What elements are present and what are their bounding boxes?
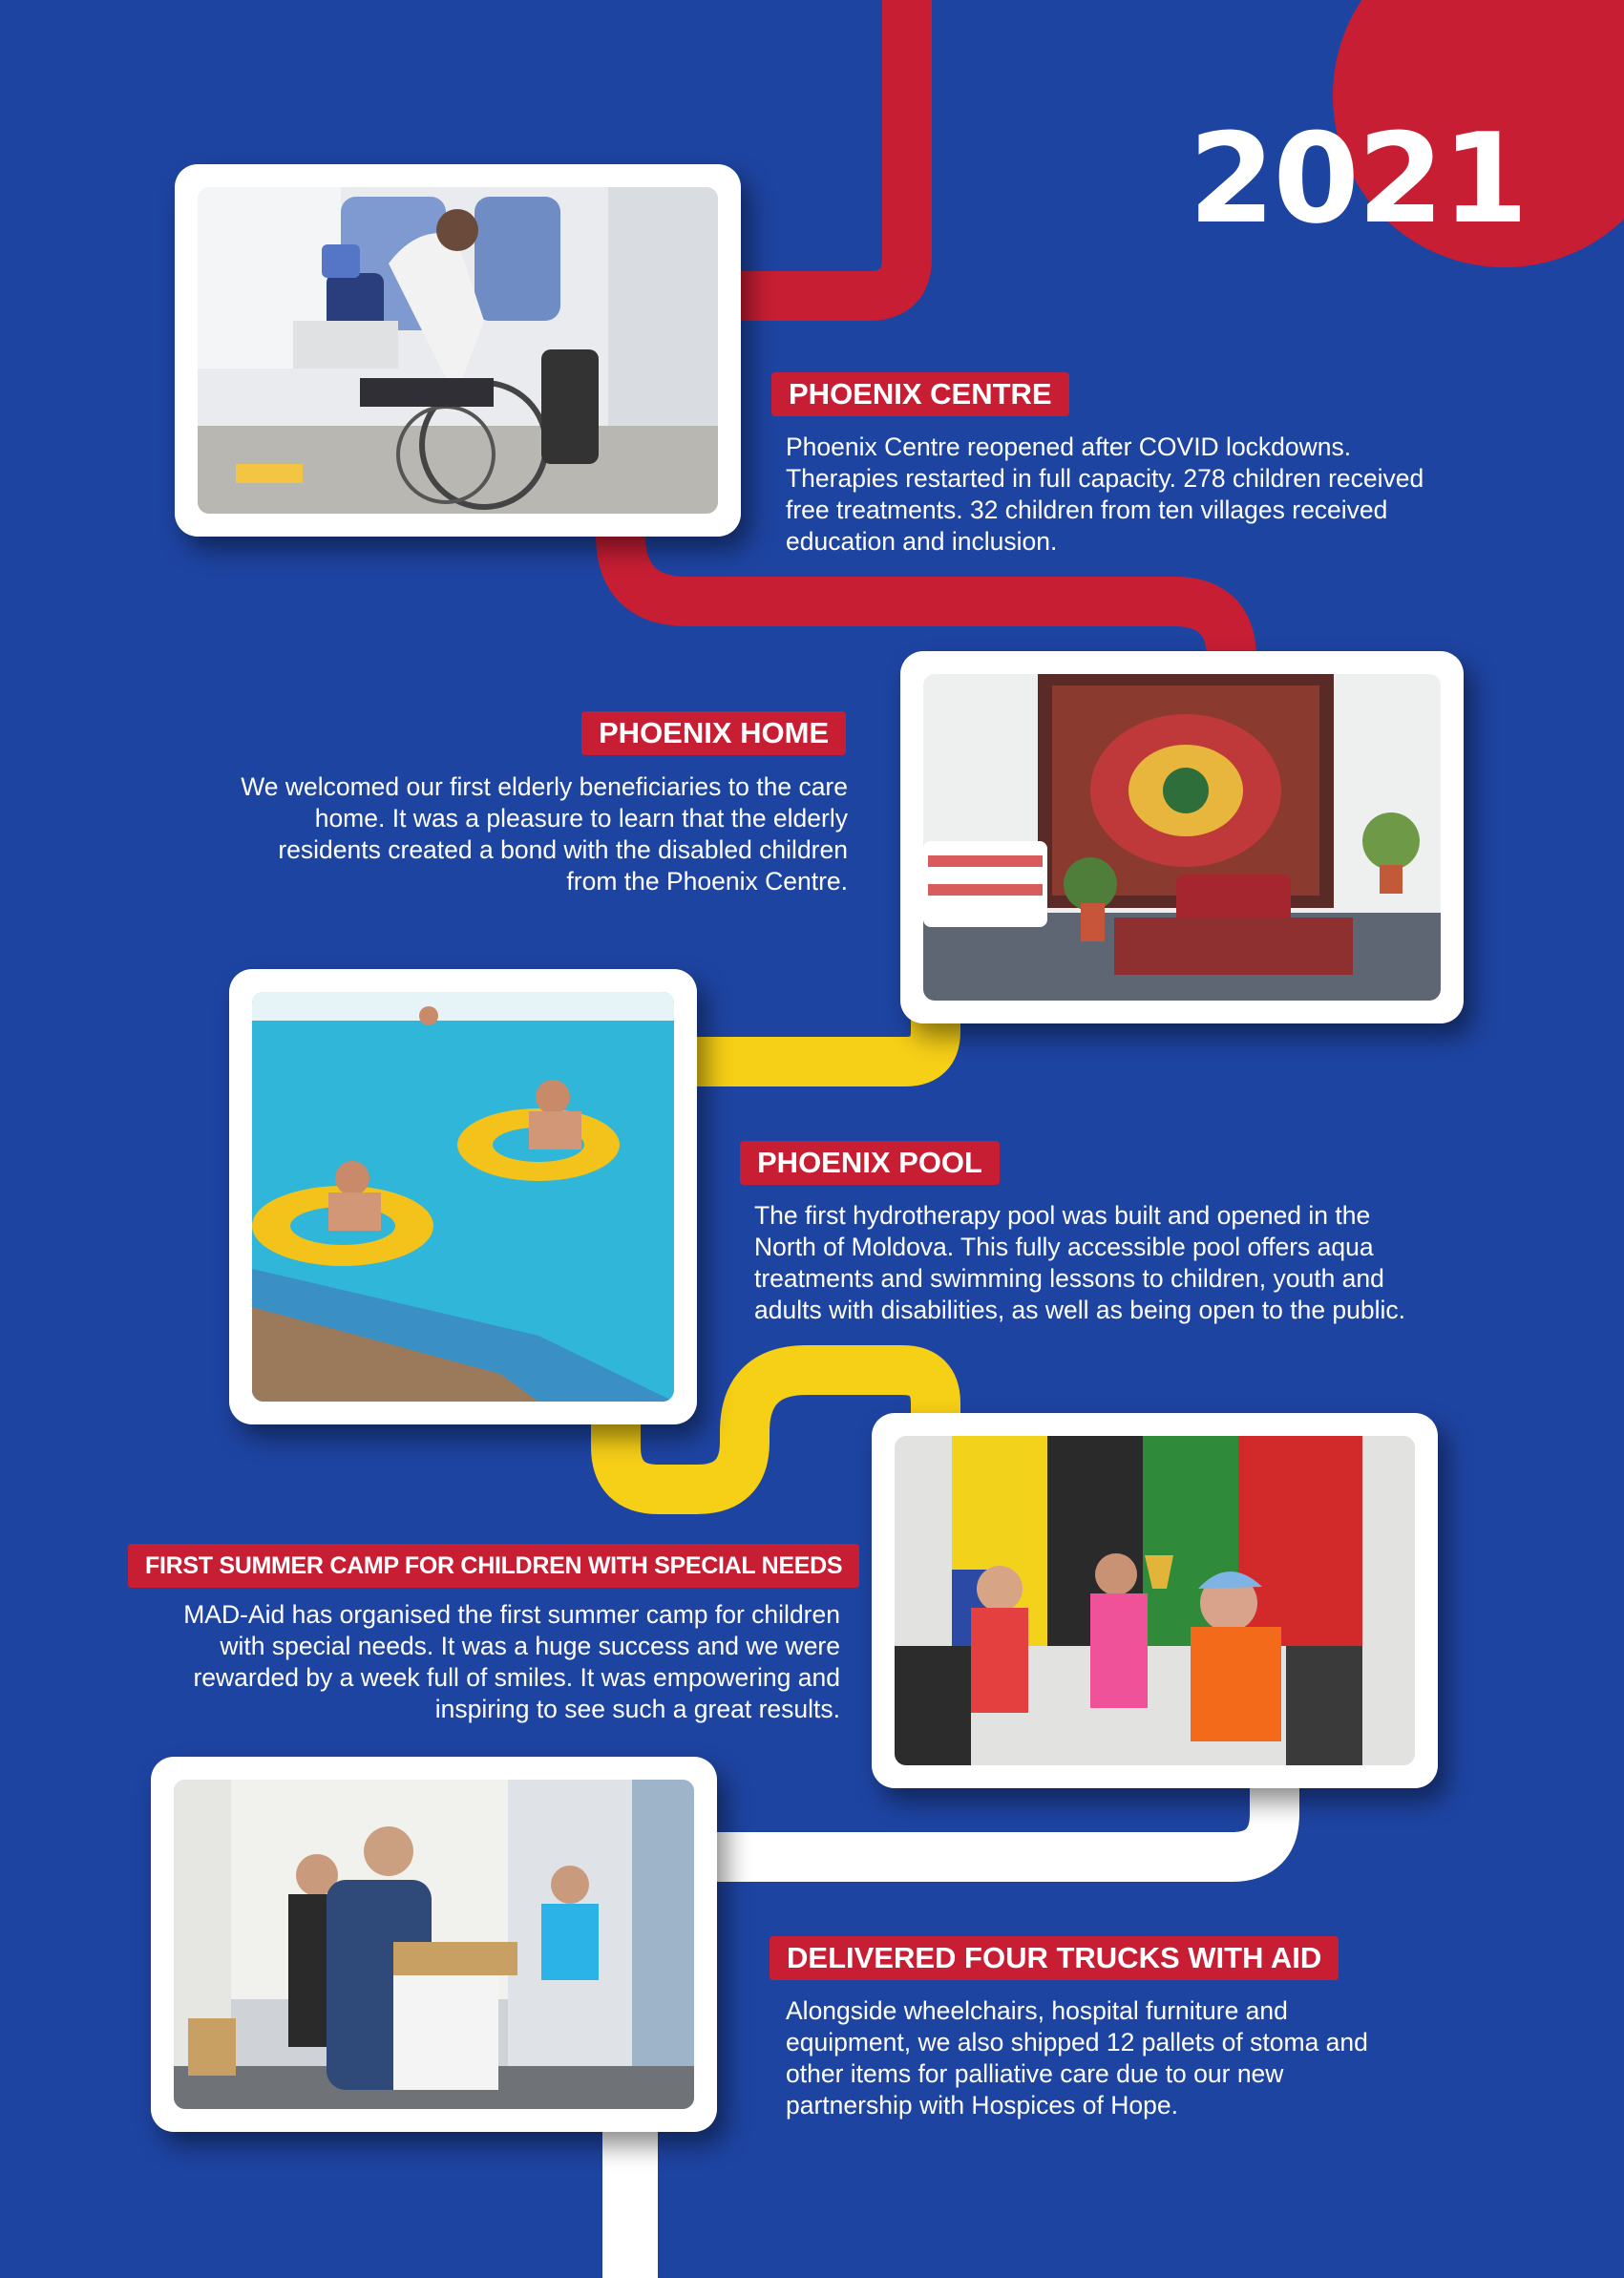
text-line: Therapies restarted in full capacity. 278 children received	[786, 464, 1424, 493]
text-line: treatments and swimming lessons to children, youth and	[754, 1264, 1384, 1293]
photo-truck-unloading	[174, 1780, 694, 2109]
text-line: Phoenix Centre reopened after COVID lockdowns.	[786, 432, 1352, 461]
text-line: free treatments. 32 children from ten villages received	[786, 496, 1388, 524]
text-line: MAD-Aid has organised the first summer camp for children	[183, 1600, 840, 1629]
text-line: adults with disabilities, as well as being open to the public.	[754, 1296, 1406, 1324]
milestone-title-summer-camp: FIRST SUMMER CAMP FOR CHILDREN WITH SPECIAL NEEDS	[128, 1544, 859, 1588]
text-line: equipment, we also shipped 12 pallets of stoma and	[786, 2028, 1368, 2057]
milestone-title-phoenix-home: PHOENIX HOME	[581, 711, 846, 755]
text-line: residents created a bond with the disabled children	[278, 835, 848, 864]
photo-swimming-pool	[252, 992, 674, 1402]
milestone-text-summer-camp	[115, 1599, 840, 1725]
text-line: education and inclusion.	[786, 527, 1058, 556]
photo-frame-phoenix-pool	[229, 969, 697, 1424]
photo-frame-trucks	[151, 1757, 717, 2132]
text-line: Alongside wheelchairs, hospital furniture and	[786, 1996, 1288, 2025]
text-line: We welcomed our first elderly beneficiaries to the care	[241, 772, 848, 801]
timeline-path-yellow	[668, 974, 936, 1062]
photo-care-home-room	[923, 674, 1441, 1001]
text-line: with special needs. It was a huge success and we were	[220, 1632, 840, 1660]
text-line: The first hydrotherapy pool was built and opened in the	[754, 1201, 1371, 1230]
text-line: rewarded by a week full of smiles. It was empowering and	[193, 1663, 840, 1692]
text-line: inspiring to see such a great results.	[434, 1695, 840, 1723]
photo-frame-phoenix-centre	[175, 164, 741, 537]
year-title: 2021	[1189, 106, 1527, 251]
milestone-title-trucks: DELIVERED FOUR TRUCKS WITH AID	[770, 1936, 1339, 1980]
text-line: home. It was a pleasure to learn that the elderly	[314, 804, 848, 833]
photo-summer-camp-children	[895, 1436, 1415, 1765]
text-line: partnership with Hospices of Hope.	[786, 2091, 1178, 2120]
photo-wheelchair-therapy	[198, 187, 718, 514]
photo-frame-phoenix-home	[900, 651, 1464, 1023]
milestone-title-phoenix-centre: PHOENIX CENTRE	[771, 372, 1069, 416]
text-line: other items for palliative care due to our new	[786, 2059, 1284, 2088]
milestone-text-trucks	[786, 1995, 1473, 2121]
milestone-title-phoenix-pool: PHOENIX POOL	[740, 1141, 1000, 1185]
text-line: North of Moldova. This fully accessible pool offers aqua	[754, 1233, 1374, 1261]
photo-frame-summer-camp	[872, 1413, 1438, 1788]
milestone-text-phoenix-pool	[754, 1200, 1480, 1326]
milestone-text-phoenix-home	[143, 771, 848, 897]
milestone-text-phoenix-centre	[786, 432, 1473, 558]
text-line: from the Phoenix Centre.	[566, 867, 848, 896]
